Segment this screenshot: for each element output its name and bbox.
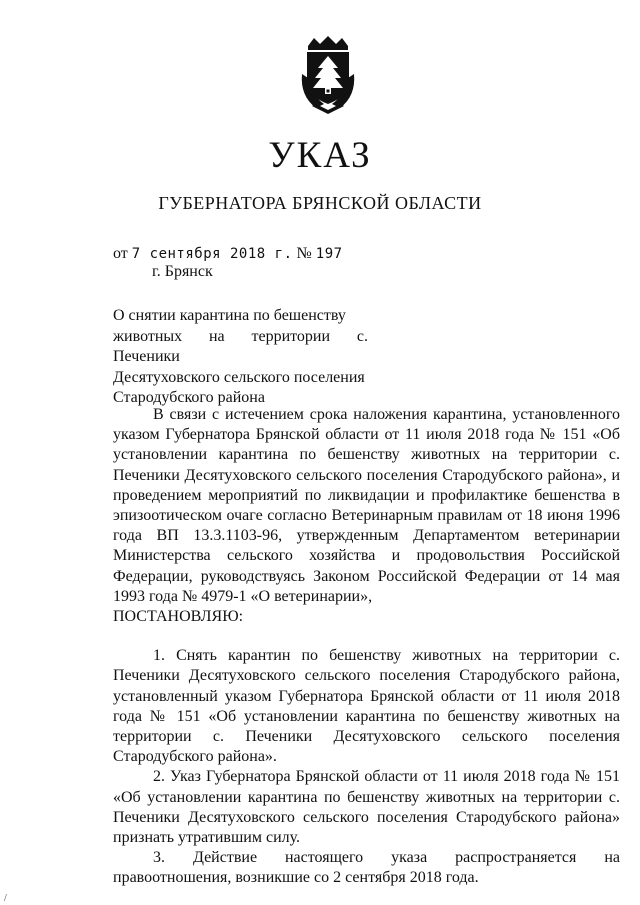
decree-item: 1. Снять карантин по бешенству животных на территории с. Печеники Десятуховского сельского поселения Стародубского района, установленный указом Губернатора Брянской области от 11 июля 2018 года № 151 «Об установлении карантина по бешенству животных на территории с. Печеники Десятуховского сельского поселения Стародубского района». [113, 647, 620, 766]
date-and-number-line [113, 244, 343, 264]
decree-item: 3. Действие настоящего указа распространяется на правоотношения, возникшие со 2 сентября 2018 года. [113, 849, 620, 887]
document-body [113, 405, 620, 889]
document-title: УКАЗ [268, 135, 372, 176]
date-prefix: от [113, 245, 128, 262]
document-subject [113, 306, 368, 409]
document-subtitle: ГУБЕРНАТОРА БРЯНСКОЙ ОБЛАСТИ [158, 193, 482, 213]
document-date: 7 сентября 2018 г. [131, 246, 293, 262]
city: г. Брянск [152, 263, 213, 280]
subject-line: животных на территории с. Печеники [113, 327, 368, 365]
subject-line: Десятуховского сельского поселения [113, 368, 365, 386]
number-sign: № [296, 245, 312, 262]
subject-line: Стародубского района [113, 389, 265, 406]
subject-line: О снятии карантина по бешенству [113, 307, 346, 324]
corner-mark: / [4, 893, 7, 904]
document-number: 197 [315, 246, 343, 262]
preamble-paragraph: В связи с истечением срока наложения карантина, установленного указом Губернатора Брянской области от 11 июля 2018 года № 151 «Об установлении карантина по бешенству животных на территории с. Печеники Десятуховского сельского поселения Стародубского района», и проведением мероприятий по ликвидации и профилактике бешенства в эпизоотическом очаге согласно Ветеринарным правилам от 18 июня 1996 года ВП 13.3.1103-96, утвержденным Департаментом ветеринарии Министерства сельского хозяйства и продовольствия Российской Федерации, руководствуясь Законом Российской Федерации от 14 мая 1993 года № 4979-1 «О ветеринарии», [113, 406, 620, 605]
bryansk-coat-of-arms-icon [294, 34, 362, 116]
decree-item: 2. Указ Губернатора Брянской области от 11 июля 2018 года № 151 «Об установлении карантина по бешенству животных на территории с. Печеники Десятуховского сельского поселения Стародубского района» признать утратившим силу. [113, 768, 620, 847]
resolve-heading: ПОСТАНОВЛЯЮ: [113, 608, 244, 626]
